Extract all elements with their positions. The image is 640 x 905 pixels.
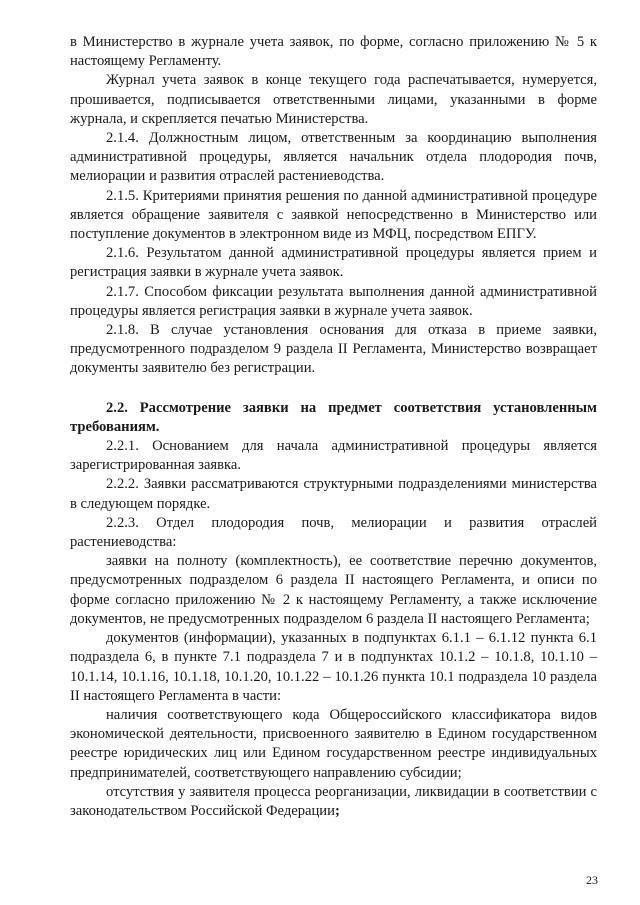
paragraph: 2.1.6. Результатом данной административной процедуры является прием и регистрация заявки в журнале учета заявок. xyxy=(70,245,597,281)
section-heading: 2.2. Рассмотрение заявки на предмет соответствия установленным требованиям. xyxy=(70,399,597,435)
last-paragraph xyxy=(70,783,597,821)
paragraph: 2.1.8. В случае установления основания для отказа в приеме заявки, предусмотренного подразделом 9 раздела II Регламента, Министерство возвращает документы заявителю без регистрации. xyxy=(70,322,597,377)
paragraph: 2.2.1. Основанием для начала административной процедуры является зарегистрированная заявка. xyxy=(70,438,597,474)
document-page xyxy=(70,33,597,821)
spacer xyxy=(70,379,597,399)
last-paragraph-end: ; xyxy=(334,802,340,819)
page-number: 23 xyxy=(586,873,598,887)
last-paragraph-text: отсутствия у заявителя процесса реорганизации, ликвидации в соответствии с законодательством Российской Федерации xyxy=(70,783,597,819)
paragraph: наличия соответствующего кода Общероссийского классификатора видов экономической деятельности, присвоенного заявителю в Едином государственном реестре юридических лиц или Едином государственном реестре индивидуальных предпринимателей, соответствующего направлению субсидии; xyxy=(70,706,597,781)
paragraph: 2.1.5. Критериями принятия решения по данной административной процедуре является обращение заявителя с заявкой непосредственно в Министерство или поступление документов в электронном виде из МФЦ, посредством ЕПГУ. xyxy=(70,187,597,243)
paragraph: заявки на полноту (комплектность), ее соответствие перечню документов, предусмотренных подразделом 6 раздела II настоящего Регламента, и описи по форме согласно приложению № 2 к настоящему Регламенту, а также исключение документов, не предусмотренных подразделом 6 раздела II настоящего Регламента; xyxy=(70,553,597,627)
paragraph: 2.1.4. Должностным лицом, ответственным за координацию выполнения административной процедуры, является начальник отдела плодородия почв, мелиорации и развития отраслей растениеводства. xyxy=(70,130,597,185)
paragraph: Журнал учета заявок в конце текущего года распечатывается, нумеруется, прошивается, подписывается ответственными лицами, указанными в форме журнала, и скрепляется печатью Министерства. xyxy=(70,72,597,127)
paragraph: 2.2.3. Отдел плодородия почв, мелиорации и развития отраслей растениеводства: xyxy=(70,514,597,551)
paragraph: 2.2.2. Заявки рассматриваются структурными подразделениями министерства в следующем порядке. xyxy=(70,476,597,512)
paragraph: документов (информации), указанных в подпунктах 6.1.1 – 6.1.12 пункта 6.1 подраздела 6, в пункте 7.1 подраздела 7 и в подпунктах 10.1.2 – 10.1.8, 10.1.10 – 10.1.14, 10.1.16, 10.1.18, 10.1.20, 10.1.22 – 10.1.26 пункта 10.1 подраздела 10 раздела II настоящего Регламента в части: xyxy=(70,630,597,704)
paragraph: в Министерство в журнале учета заявок, по форме, согласно приложению № 5 к настоящему Регламенту. xyxy=(70,34,597,70)
paragraph: 2.1.7. Способом фиксации результата выполнения данной административной процедуры является регистрация заявки в журнале учета заявок. xyxy=(70,283,597,319)
